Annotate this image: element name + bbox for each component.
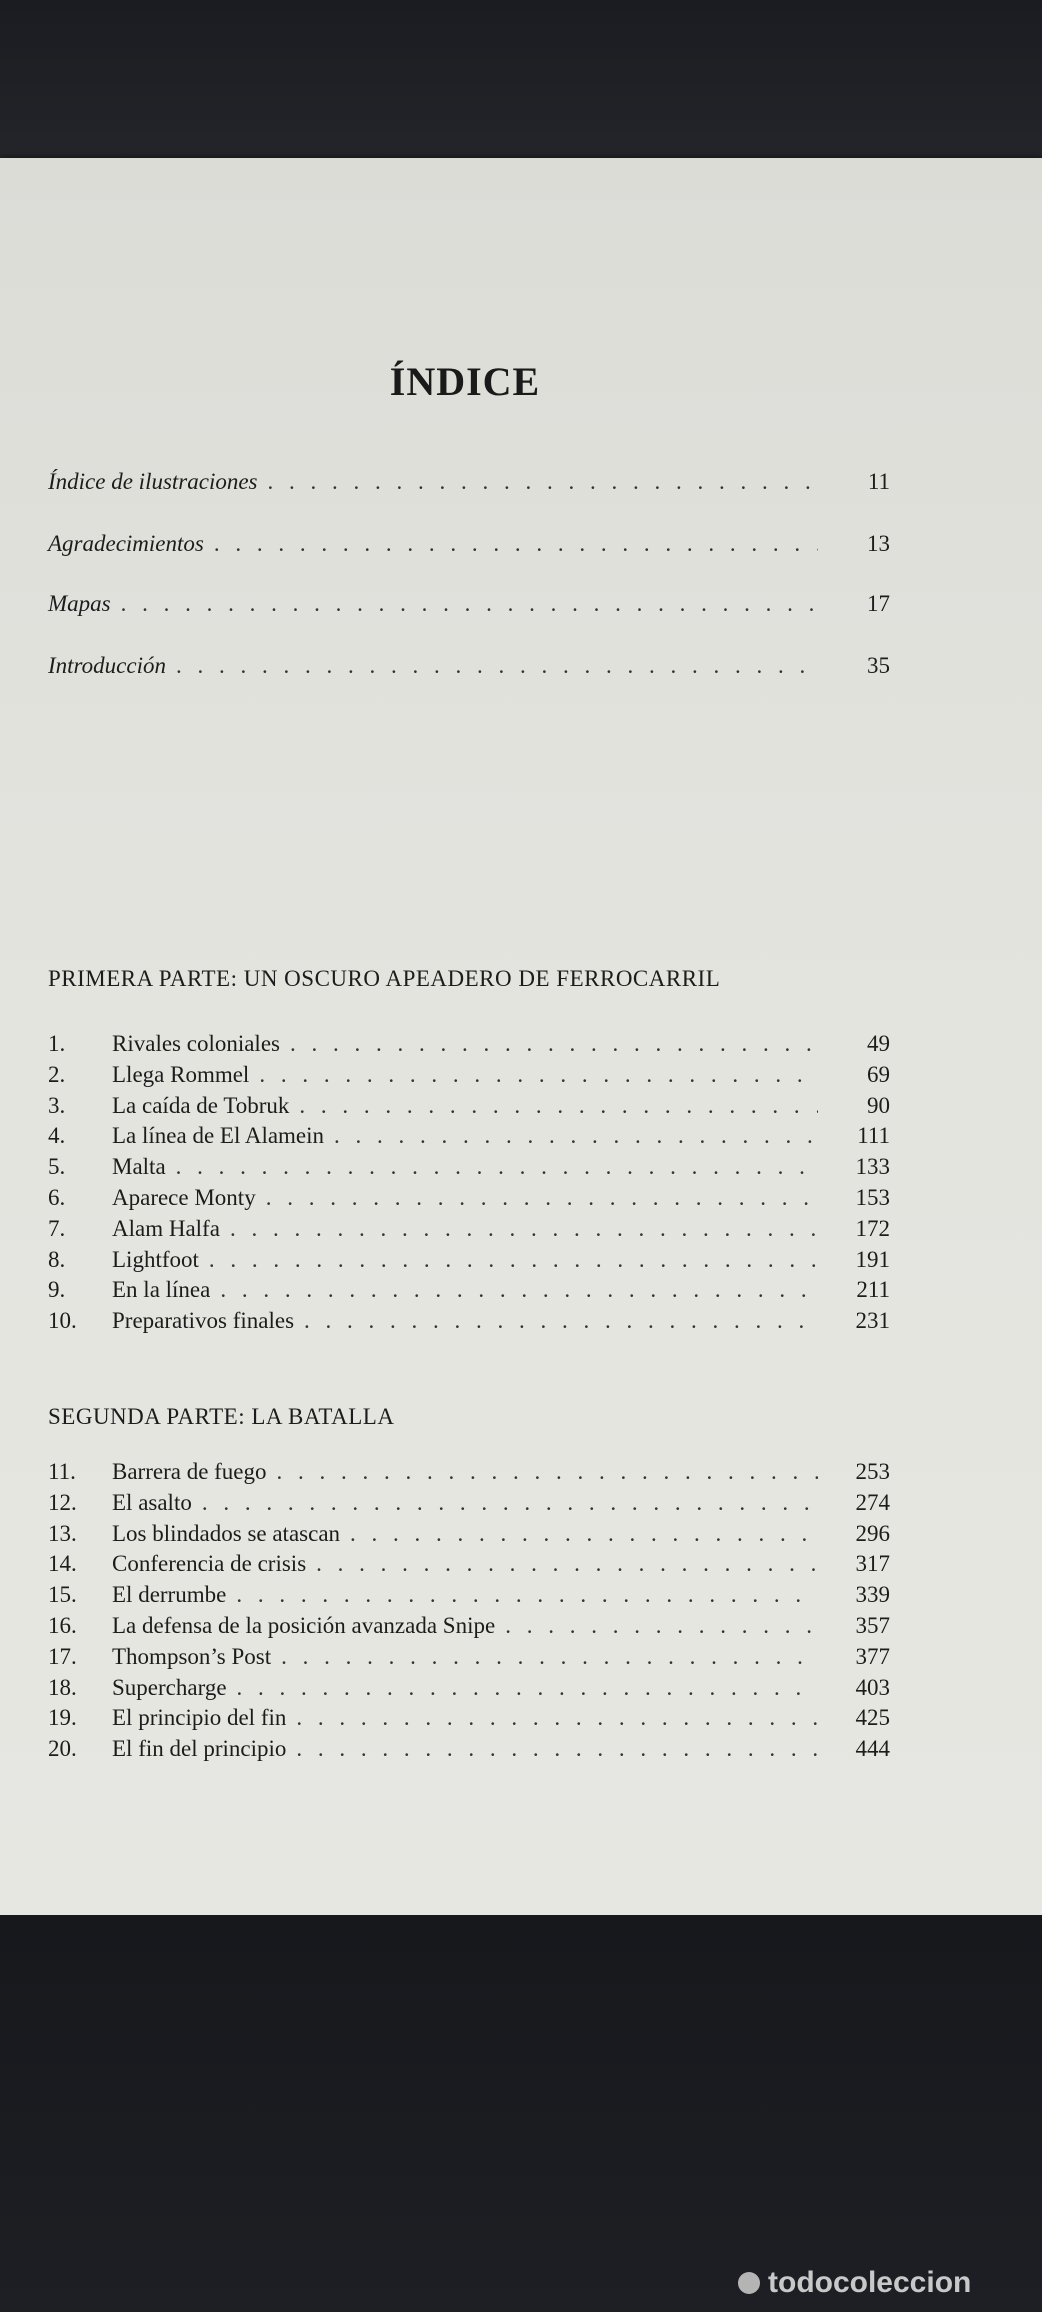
chapter-number: 14. <box>48 1551 77 1576</box>
toc-chapter <box>48 1215 890 1243</box>
leader-dots <box>214 530 818 558</box>
toc-chapter <box>48 1307 890 1335</box>
chapter-number: 20. <box>48 1736 77 1761</box>
chapter-page: 90 <box>867 1093 890 1118</box>
leader-dots <box>268 468 818 496</box>
page-title: ÍNDICE <box>389 359 541 404</box>
chapter-title: Preparativos finales <box>112 1308 295 1333</box>
book-page <box>0 158 1042 1915</box>
chapter-title: Rivales coloniales <box>112 1031 280 1056</box>
chapter-title: Los blindados se atascan <box>112 1521 341 1546</box>
leader-dots <box>304 1307 818 1335</box>
chapter-number: 11. <box>48 1459 76 1484</box>
leader-dots <box>220 1276 818 1304</box>
toc-entry <box>48 652 890 680</box>
chapter-title: La defensa de la posición avanzada Snipe <box>112 1613 496 1638</box>
toc-chapter <box>48 1184 890 1212</box>
chapter-page: 425 <box>855 1705 890 1730</box>
leader-dots <box>176 652 818 680</box>
chapter-title: El principio del fin <box>112 1705 287 1730</box>
toc-entry-label: Mapas <box>48 591 111 616</box>
chapter-page: 317 <box>855 1551 890 1576</box>
chapter-title: Malta <box>112 1154 166 1179</box>
toc-entry-page: 11 <box>867 469 890 494</box>
chapter-title: Lightfoot <box>112 1247 199 1272</box>
toc-entry-label: Introducción <box>48 653 166 678</box>
toc-chapter <box>48 1520 890 1548</box>
toc-entry-label: Índice de ilustraciones <box>48 469 258 494</box>
background-bottom <box>0 1915 1042 2312</box>
chapter-title: Thompson’s Post <box>112 1644 272 1669</box>
leader-dots <box>290 1030 818 1058</box>
chapter-number: 15. <box>48 1582 77 1607</box>
leader-dots <box>259 1061 818 1089</box>
chapter-page: 69 <box>867 1062 890 1087</box>
chapter-number: 19. <box>48 1705 77 1730</box>
chapter-number: 17. <box>48 1644 77 1669</box>
toc-chapter <box>48 1153 890 1181</box>
toc-chapter <box>48 1704 890 1732</box>
toc-chapter <box>48 1246 890 1274</box>
toc-entry-label: Agradecimientos <box>48 531 204 556</box>
leader-dots <box>176 1153 818 1181</box>
toc-chapter <box>48 1550 890 1578</box>
chapter-number: 4. <box>48 1123 66 1148</box>
chapter-page: 133 <box>855 1154 890 1179</box>
toc-entry <box>48 530 890 558</box>
chapter-title: Alam Halfa <box>112 1216 220 1241</box>
leader-dots <box>350 1520 818 1548</box>
chapter-number: 3. <box>48 1093 66 1118</box>
chapter-title: Llega Rommel <box>112 1062 250 1087</box>
toc-chapter <box>48 1061 890 1089</box>
chapter-page: 111 <box>857 1123 890 1148</box>
leader-dots <box>237 1674 818 1702</box>
leader-dots <box>277 1458 818 1486</box>
chapter-title: El derrumbe <box>112 1582 227 1607</box>
chapter-number: 10. <box>48 1308 77 1333</box>
chapter-page: 274 <box>855 1490 890 1515</box>
chapter-page: 172 <box>855 1216 890 1241</box>
chapter-number: 16. <box>48 1613 77 1638</box>
leader-dots <box>236 1581 818 1609</box>
toc-chapter <box>48 1674 890 1702</box>
chapter-page: 49 <box>867 1031 890 1056</box>
watermark-logo-icon <box>738 2272 760 2294</box>
chapter-page: 231 <box>855 1308 890 1333</box>
toc-chapter <box>48 1735 890 1763</box>
leader-dots <box>209 1246 818 1274</box>
toc-chapter <box>48 1092 890 1120</box>
toc-chapter <box>48 1489 890 1517</box>
toc-entry-page: 17 <box>867 591 890 616</box>
leader-dots <box>230 1215 818 1243</box>
chapter-number: 18. <box>48 1675 77 1700</box>
chapter-title: Supercharge <box>112 1675 227 1700</box>
chapter-number: 8. <box>48 1247 66 1272</box>
chapter-title: La caída de Tobruk <box>112 1093 290 1118</box>
leader-dots <box>281 1643 818 1671</box>
chapter-page: 211 <box>856 1277 890 1302</box>
leader-dots <box>296 1735 818 1763</box>
chapter-number: 1. <box>48 1031 66 1056</box>
toc-chapter <box>48 1122 890 1150</box>
part-heading: PRIMERA PARTE: UN OSCURO APEADERO DE FERROCARRIL <box>48 966 721 991</box>
chapter-page: 153 <box>855 1185 890 1210</box>
leader-dots <box>296 1704 818 1732</box>
toc-entry-page: 35 <box>867 653 890 678</box>
leader-dots <box>266 1184 818 1212</box>
toc-chapter <box>48 1030 890 1058</box>
chapter-page: 403 <box>855 1675 890 1700</box>
chapter-page: 339 <box>855 1582 890 1607</box>
watermark-text: todocoleccion <box>768 2266 972 2299</box>
chapter-title: La línea de El Alamein <box>112 1123 325 1148</box>
chapter-title: Conferencia de crisis <box>112 1551 307 1576</box>
chapter-number: 5. <box>48 1154 66 1179</box>
toc-chapter <box>48 1458 890 1486</box>
chapter-title: Aparece Monty <box>112 1185 256 1210</box>
toc-entry <box>48 468 890 496</box>
toc-chapter <box>48 1581 890 1609</box>
chapter-number: 13. <box>48 1521 77 1546</box>
chapter-number: 6. <box>48 1185 66 1210</box>
chapter-page: 357 <box>855 1613 890 1638</box>
chapter-title: En la línea <box>112 1277 211 1302</box>
leader-dots <box>505 1612 818 1640</box>
watermark <box>738 2266 971 2300</box>
toc-chapter <box>48 1612 890 1640</box>
chapter-page: 377 <box>855 1644 890 1669</box>
toc-chapter <box>48 1276 890 1304</box>
toc-entry-page: 13 <box>867 531 890 556</box>
leader-dots <box>316 1550 818 1578</box>
toc-chapter <box>48 1643 890 1671</box>
chapter-number: 12. <box>48 1490 77 1515</box>
toc-entry <box>48 590 890 618</box>
chapter-title: El fin del principio <box>112 1736 287 1761</box>
chapter-page: 253 <box>855 1459 890 1484</box>
leader-dots <box>299 1092 818 1120</box>
chapter-title: Barrera de fuego <box>112 1459 267 1484</box>
chapter-page: 296 <box>855 1521 890 1546</box>
chapter-page: 191 <box>855 1247 890 1272</box>
chapter-page: 444 <box>855 1736 890 1761</box>
chapter-number: 2. <box>48 1062 66 1087</box>
chapter-title: El asalto <box>112 1490 192 1515</box>
leader-dots <box>334 1122 818 1150</box>
part-heading: SEGUNDA PARTE: LA BATALLA <box>48 1404 395 1429</box>
background-top <box>0 0 1042 162</box>
leader-dots <box>202 1489 818 1517</box>
chapter-number: 7. <box>48 1216 66 1241</box>
leader-dots <box>121 590 818 618</box>
chapter-number: 9. <box>48 1277 66 1302</box>
